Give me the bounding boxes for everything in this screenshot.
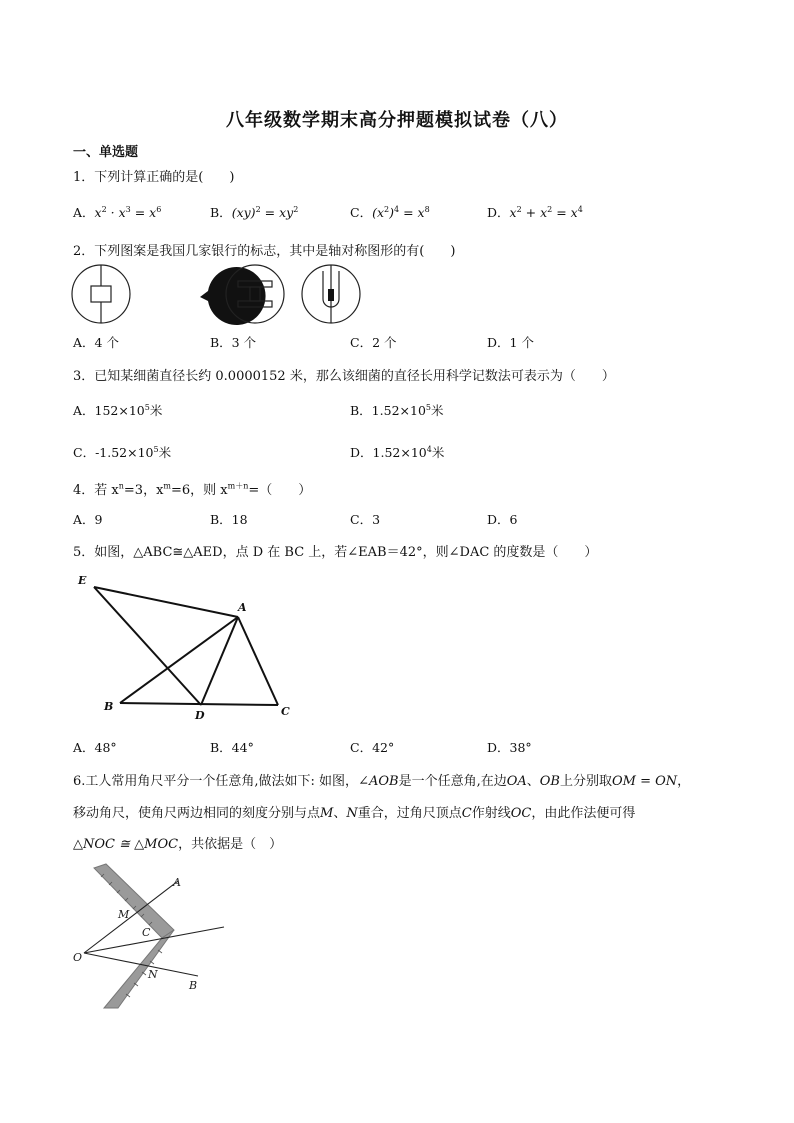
q4-option-d[interactable]: D．6 (487, 512, 518, 527)
q5-option-b[interactable]: B．44° (210, 740, 254, 755)
q2-option-b[interactable]: B．3 个 (210, 335, 257, 350)
page-title: 八年级数学期末高分押题模拟试卷（八） (226, 110, 568, 131)
q2-option-a[interactable]: A．4 个 (73, 335, 119, 350)
label-n: N (148, 968, 158, 981)
label-d: D (195, 709, 205, 722)
q1-option-c[interactable]: C．$(x^2)^4 = x^8$ (350, 204, 430, 220)
q6-line-1: 6.工人常用角尺平分一个任意角,做法如下: 如图，∠AOB是一个任意角,在边OA、OB上分别取OM = ON， (73, 774, 691, 789)
q4-stem: 4．若 $x^n=3$，$x^m=6$，则 $x^{m+n}=$（ ） (73, 481, 312, 498)
bank-logos-figure (70, 263, 370, 327)
label-b: B (104, 700, 114, 713)
bank-logo-2-icon (168, 267, 265, 325)
q2-option-c[interactable]: C．2 个 (350, 335, 397, 350)
q4-option-a[interactable]: A．9 (73, 512, 103, 527)
ruler-upper-arm (94, 864, 174, 938)
segment-ea (94, 587, 238, 617)
q5-option-d[interactable]: D．38° (487, 740, 532, 755)
q3-option-a[interactable]: A．$152\times 10^5$米 (73, 402, 163, 418)
segment-ed (94, 587, 201, 705)
label-o: O (73, 951, 83, 964)
q3-option-c[interactable]: C．$-1.52\times 10^5$米 (73, 444, 172, 460)
label-m: M (118, 908, 130, 921)
label-b: B (189, 979, 198, 992)
bank-logo-1-icon (72, 265, 130, 323)
q1-stem: 1．下列计算正确的是( ) (73, 170, 235, 185)
label-c: C (142, 926, 151, 939)
q3-stem: 3．已知某细菌直径长约 0.0000152 米，那么该细菌的直径长用科学记数法可表示为（ ） (73, 369, 615, 384)
q2-option-d[interactable]: D．1 个 (487, 335, 534, 350)
q2-stem: 2．下列图案是我国几家银行的标志，其中是轴对称图形的有( ) (73, 244, 456, 259)
q4-option-b[interactable]: B．18 (210, 512, 248, 527)
q5-option-a[interactable]: A．48° (73, 740, 117, 755)
segment-bc (120, 703, 278, 705)
q4-option-c[interactable]: C．3 (350, 512, 381, 527)
label-a: A (238, 601, 247, 614)
q1-option-a[interactable]: A．$x^2 \cdot x^3 = x^6$ (73, 204, 162, 220)
section-heading: 一、单选题 (73, 145, 139, 160)
triangle-figure (70, 570, 310, 725)
segment-ac (238, 617, 278, 705)
q6-line-2: 移动角尺，使角尺两边相同的刻度分别与点M、N重合，过角尺顶点C作射线OC，由此作法便可得 (73, 806, 636, 821)
q1-option-b[interactable]: B．$(xy)^2 = xy^2$ (210, 204, 299, 220)
q5-option-c[interactable]: C．42° (350, 740, 395, 755)
q5-stem: 5．如图，△ABC≅△AED，点 D 在 BC 上，若∠EAB＝42°，则∠DAC 的度数是（ ） (73, 545, 598, 560)
label-a: A (173, 876, 181, 889)
q3-option-d[interactable]: D．$1.52\times 10^4$米 (350, 444, 445, 460)
angle-ruler-figure (70, 860, 230, 1010)
label-e: E (78, 574, 87, 587)
q6-line-3: △NOC ≅ △MOC，共依据是（ ） (73, 837, 283, 852)
q1-option-d[interactable]: D．$x^2 + x^2 = x^4$ (487, 204, 583, 220)
bank-logo-4-icon (302, 265, 360, 323)
q3-option-b[interactable]: B．$1.52\times 10^5$米 (350, 402, 444, 418)
label-c: C (281, 705, 290, 718)
